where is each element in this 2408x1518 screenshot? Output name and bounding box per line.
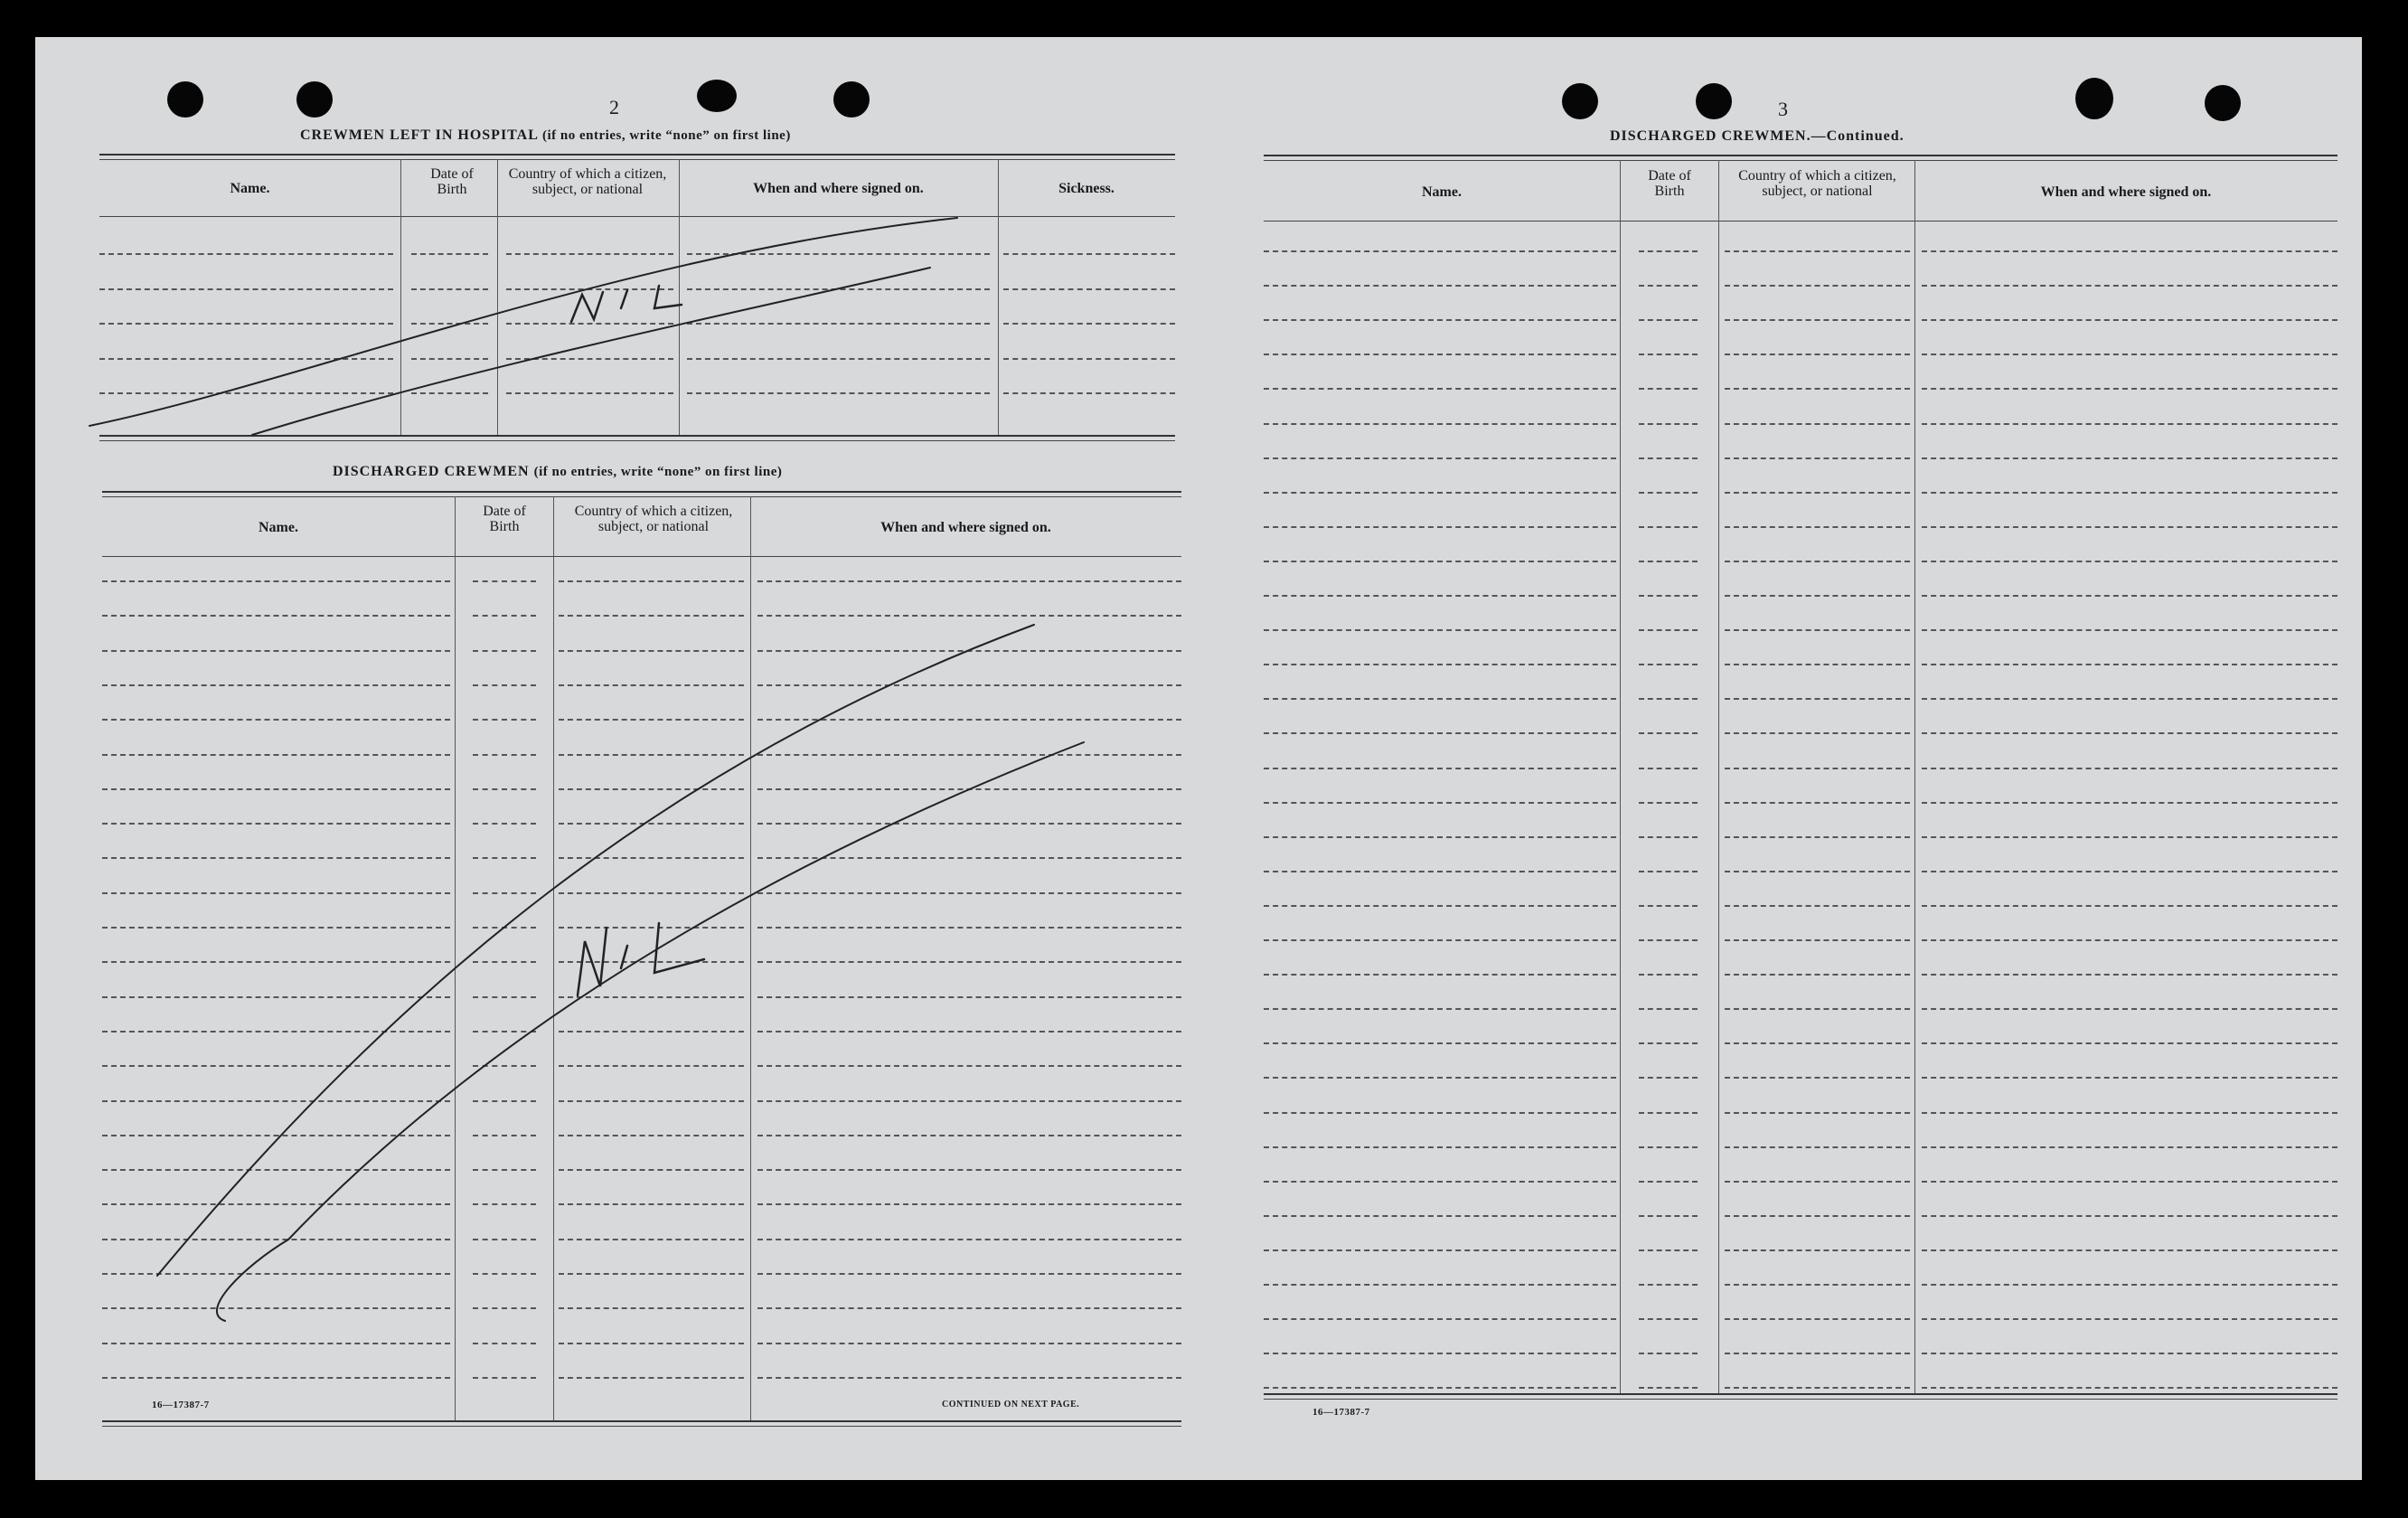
strike-line [89, 218, 957, 426]
column-header-name: Name. [259, 520, 298, 535]
discharged-section-title: DISCHARGED CREWMEN (if no entries, write “none” on first line) [333, 464, 783, 479]
column-header-country: Country of which a citizen, subject, or national [508, 166, 667, 197]
right-section-title: DISCHARGED CREWMEN.—Continued. [1610, 128, 1905, 144]
column-header-signed-on: When and where signed on. [2040, 184, 2212, 200]
column-header-signed-on: When and where signed on. [880, 520, 1051, 535]
nil-mark-hospital [571, 286, 682, 322]
column-header-date-of-birth: Date of Birth [483, 504, 526, 534]
column-header-name: Name. [1422, 184, 1462, 200]
column-header-date-of-birth: Date of Birth [430, 166, 474, 197]
column-header-signed-on: When and where signed on. [753, 181, 924, 196]
page-number-left: 2 [609, 96, 619, 118]
column-header-date-of-birth: Date of Birth [1648, 168, 1691, 199]
strike-line [217, 742, 1084, 1321]
column-header-country: Country of which a citizen, subject, or national [1738, 168, 1896, 199]
strike-line [157, 625, 1034, 1276]
column-header-name: Name. [230, 181, 270, 196]
form-number-left: 16—17387-7 [152, 1400, 210, 1410]
document-sheet [35, 37, 2362, 1480]
continued-note: CONTINUED ON NEXT PAGE. [942, 1400, 1080, 1410]
column-header-country: Country of which a citizen, subject, or national [574, 504, 733, 534]
strike-line [252, 268, 930, 435]
page-number-right: 3 [1778, 98, 1788, 120]
column-header-sickness: Sickness. [1058, 181, 1115, 196]
handwriting-overlay [35, 37, 2362, 1480]
form-number-right: 16—17387-7 [1312, 1407, 1370, 1418]
hospital-section-title: CREWMEN LEFT IN HOSPITAL (if no entries, write “none” on first line) [300, 127, 791, 143]
